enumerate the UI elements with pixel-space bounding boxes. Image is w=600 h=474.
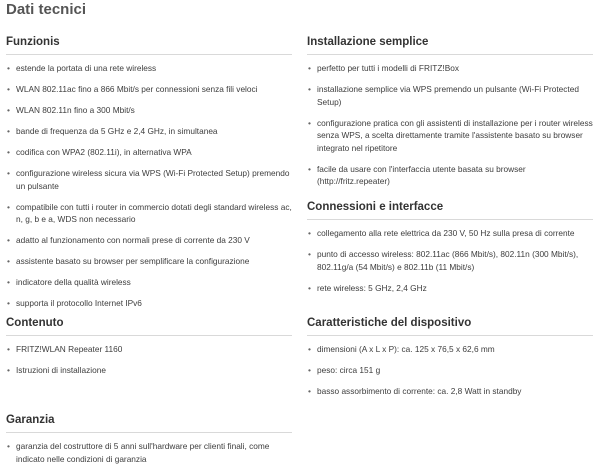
section-contenuto: [6, 315, 292, 385]
list-item: • facile da usare con l'interfaccia utente basata su browser (http://fritz.repeater): [307, 163, 593, 188]
list-connessioni: [307, 227, 593, 294]
list-item: • garanzia del costruttore di 5 anni sull'hardware per clienti finali, come indicato nelle condizioni di garanzia: [6, 440, 292, 465]
list-installazione: [307, 62, 593, 188]
list-item: • estende la portata di una rete wireless: [6, 62, 292, 75]
list-item: • WLAN 802.11n fino a 300 Mbit/s: [6, 104, 292, 117]
section-heading-funzionis: Funzionis: [6, 36, 60, 48]
list-item: • configurazione pratica con gli assistenti di installazione per i router wireless senza WPS, a scelta direttamente tramite l'assistente basato su browser integrato nel ripetitore: [307, 117, 593, 155]
list-garanzia: [6, 440, 292, 465]
list-funzionis: [6, 62, 292, 310]
list-item: • collegamento alla rete elettrica da 230 V, 50 Hz sulla presa di corrente: [307, 227, 593, 240]
list-item: • basso assorbimento di corrente: ca. 2,8 Watt in standby: [307, 385, 593, 398]
section-divider: [307, 219, 593, 220]
list-item: • bande di frequenza da 5 GHz e 2,4 GHz, in simultanea: [6, 125, 292, 138]
section-garanzia: [6, 412, 292, 474]
list-item: • installazione semplice via WPS premendo un pulsante (Wi-Fi Protected Setup): [307, 83, 593, 108]
section-heading-connessioni: Connessioni e interfacce: [307, 201, 444, 213]
section-divider: [6, 432, 292, 433]
list-item: • adatto al funzionamento con normali prese di corrente da 230 V: [6, 234, 292, 247]
list-item: • supporta il protocollo Internet IPv6: [6, 297, 292, 310]
list-caratteristiche: [307, 343, 593, 398]
section-heading-contenuto: Contenuto: [6, 317, 64, 329]
list-item: • codifica con WPA2 (802.11i), in alternativa WPA: [6, 146, 292, 159]
list-item: • peso: circa 151 g: [307, 364, 593, 377]
section-heading-caratteristiche: Caratteristiche del dispositivo: [307, 317, 472, 329]
section-connessioni: [307, 199, 593, 303]
section-funzionis: [6, 34, 292, 318]
list-item: • indicatore della qualità wireless: [6, 276, 292, 289]
section-divider: [307, 335, 593, 336]
list-item: • configurazione wireless sicura via WPS (Wi-Fi Protected Setup) premendo un pulsante: [6, 167, 292, 192]
list-item: • rete wireless: 5 GHz, 2,4 GHz: [307, 282, 593, 295]
list-item: • FRITZ!WLAN Repeater 1160: [6, 343, 292, 356]
list-item: • assistente basato su browser per semplificare la configurazione: [6, 255, 292, 268]
list-contenuto: [6, 343, 292, 377]
list-item: • punto di accesso wireless: 802.11ac (866 Mbit/s), 802.11n (300 Mbit/s), 802.11g/a (54 Mbit/s) e 802.11b (11 Mbit/s): [307, 248, 593, 273]
section-divider: [6, 335, 292, 336]
section-heading-installazione: Installazione semplice: [307, 36, 429, 48]
section-heading-garanzia: Garanzia: [6, 414, 55, 426]
section-divider: [307, 54, 593, 55]
section-divider: [6, 54, 292, 55]
list-item: • compatibile con tutti i router in commercio dotati degli standard wireless ac, n, g, b e a, WDS non necessario: [6, 201, 292, 226]
list-item: • Istruzioni di installazione: [6, 364, 292, 377]
section-installazione: [307, 34, 593, 196]
list-item: • dimensioni (A x L x P): ca. 125 x 76,5 x 62,6 mm: [307, 343, 593, 356]
list-item: • perfetto per tutti i modelli di FRITZ!Box: [307, 62, 593, 75]
section-caratteristiche: [307, 315, 593, 406]
list-item: • WLAN 802.11ac fino a 866 Mbit/s per connessioni senza fili veloci: [6, 83, 292, 96]
page-title: Dati tecnici: [6, 1, 87, 18]
